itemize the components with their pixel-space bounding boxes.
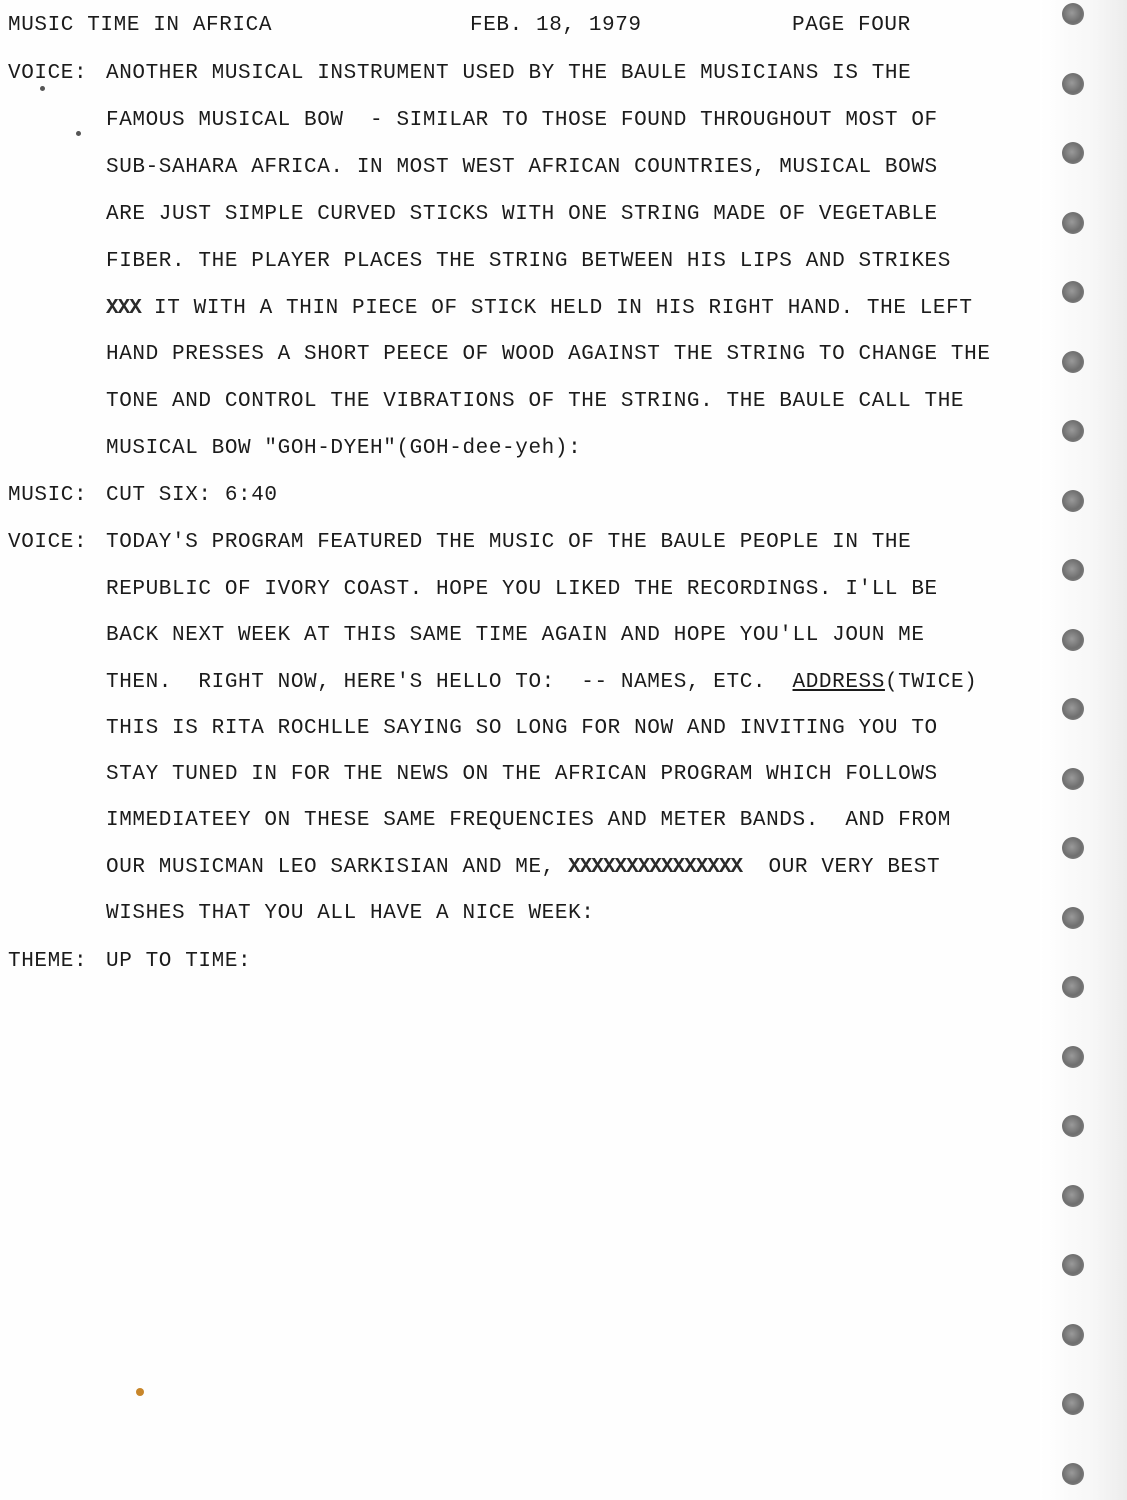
script-line-text: THEN. RIGHT NOW, HERE'S HELLO TO: -- NAMES, ETC. bbox=[106, 671, 793, 694]
script-line: ARE JUST SIMPLE CURVED STICKS WITH ONE STRING MADE OF VEGETABLE bbox=[106, 203, 938, 226]
program-title: MUSIC TIME IN AFRICA bbox=[8, 14, 273, 37]
speaker-label-music: MUSIC: bbox=[8, 484, 88, 507]
speaker-label-theme: THEME: bbox=[8, 950, 88, 973]
script-line bbox=[106, 297, 973, 321]
struck-out-text: XXXXXXXXXXXXXXX bbox=[568, 856, 743, 879]
script-line: MUSICAL BOW "GOH-DYEH"(GOH-dee-yeh): bbox=[106, 437, 582, 460]
perforation-hole bbox=[1062, 490, 1084, 512]
perforation-hole bbox=[1062, 907, 1084, 929]
tractor-feed-strip bbox=[1040, 0, 1127, 1500]
perforation-hole bbox=[1062, 1046, 1084, 1068]
perforation-hole bbox=[1062, 1324, 1084, 1346]
script-line: REPUBLIC OF IVORY COAST. HOPE YOU LIKED THE RECORDINGS. I'LL BE bbox=[106, 578, 938, 601]
perforation-hole bbox=[1062, 768, 1084, 790]
perforation-hole bbox=[1062, 1393, 1084, 1415]
script-line: SUB-SAHARA AFRICA. IN MOST WEST AFRICAN COUNTRIES, MUSICAL BOWS bbox=[106, 156, 938, 179]
script-line: BACK NEXT WEEK AT THIS SAME TIME AGAIN AND HOPE YOU'LL JOUN ME bbox=[106, 624, 925, 647]
music-cue: CUT SIX: 6:40 bbox=[106, 484, 278, 507]
speaker-label-voice: VOICE: bbox=[8, 62, 88, 85]
perforation-hole bbox=[1062, 420, 1084, 442]
perforation-hole bbox=[1062, 1185, 1084, 1207]
perforation-hole bbox=[1062, 73, 1084, 95]
perforation-hole bbox=[1062, 142, 1084, 164]
paper-speck bbox=[76, 131, 81, 136]
script-line: THIS IS RITA ROCHLLE SAYING SO LONG FOR NOW AND INVITING YOU TO bbox=[106, 717, 938, 740]
script-line-text: OUR MUSICMAN LEO SARKISIAN AND ME, bbox=[106, 856, 569, 879]
perforation-hole bbox=[1062, 559, 1084, 581]
perforation-hole bbox=[1062, 3, 1084, 25]
perforation-hole bbox=[1062, 976, 1084, 998]
struck-out-text: XXX bbox=[106, 297, 141, 320]
script-line-text: OUR VERY BEST bbox=[742, 856, 941, 879]
script-line: TODAY'S PROGRAM FEATURED THE MUSIC OF THE BAULE PEOPLE IN THE bbox=[106, 531, 912, 554]
script-line bbox=[106, 671, 977, 695]
perforation-hole bbox=[1062, 1254, 1084, 1276]
script-line: TONE AND CONTROL THE VIBRATIONS OF THE STRING. THE BAULE CALL THE bbox=[106, 390, 965, 413]
script-date: FEB. 18, 1979 bbox=[470, 14, 642, 37]
perforation-hole bbox=[1062, 351, 1084, 373]
paper-stain bbox=[136, 1388, 144, 1396]
script-line-text: (TWICE) bbox=[884, 671, 978, 694]
script-line: ANOTHER MUSICAL INSTRUMENT USED BY THE BAULE MUSICIANS IS THE bbox=[106, 62, 912, 85]
underlined-text: ADDRESS bbox=[792, 671, 885, 694]
perforation-hole bbox=[1062, 629, 1084, 651]
perforation-hole bbox=[1062, 212, 1084, 234]
script-line bbox=[106, 856, 940, 880]
perforation-hole bbox=[1062, 1115, 1084, 1137]
script-line: FIBER. THE PLAYER PLACES THE STRING BETWEEN HIS LIPS AND STRIKES bbox=[106, 250, 951, 273]
page-number: PAGE FOUR bbox=[792, 14, 911, 37]
script-line: WISHES THAT YOU ALL HAVE A NICE WEEK: bbox=[106, 902, 595, 925]
script-line: IMMEDIATEEY ON THESE SAME FREQUENCIES AND METER BANDS. AND FROM bbox=[106, 809, 951, 832]
perforation-hole bbox=[1062, 837, 1084, 859]
paper-speck bbox=[40, 86, 45, 91]
perforation-hole bbox=[1062, 281, 1084, 303]
script-line: STAY TUNED IN FOR THE NEWS ON THE AFRICAN PROGRAM WHICH FOLLOWS bbox=[106, 763, 938, 786]
script-line-text: IT WITH A THIN PIECE OF STICK HELD IN HIS RIGHT HAND. THE LEFT bbox=[140, 297, 973, 320]
perforation-hole bbox=[1062, 1463, 1084, 1485]
speaker-label-voice: VOICE: bbox=[8, 531, 88, 554]
perforation-hole bbox=[1062, 698, 1084, 720]
script-line: FAMOUS MUSICAL BOW - SIMILAR TO THOSE FOUND THROUGHOUT MOST OF bbox=[106, 109, 938, 132]
theme-cue: UP TO TIME: bbox=[106, 950, 252, 973]
script-line: HAND PRESSES A SHORT PEECE OF WOOD AGAINST THE STRING TO CHANGE THE bbox=[106, 343, 991, 366]
